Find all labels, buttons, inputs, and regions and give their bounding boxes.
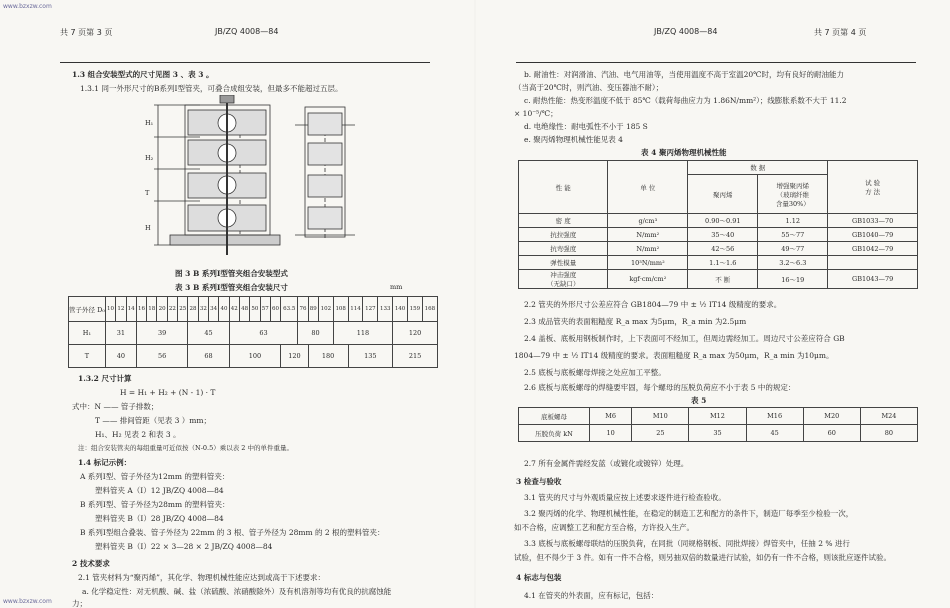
section-2-4b: 1804—79 中 ± ½ IT14 级精度的要求。表面粗糙度 R_a max 为50μm，R_a min 为10μm。 [514,351,834,360]
section-3-3b: 试验，但不得少于 3 件。如有一件不合格，则另抽双倍的数量进行试验，如仍有一件不合格，则该批应逐件试验。 [514,553,892,562]
item-c2: × 10⁻⁵/℃； [514,109,558,118]
table-3-title: 表 3 B 系列Ⅰ型管夹组合安装尺寸 [175,283,288,292]
table-row [519,270,918,289]
section-2-6: 2.6 底板与底板螺母的焊缝要牢固，每个螺母的压脱负荷应不小于表 5 中的规定： [524,383,796,392]
table-3-diameter: 42 [229,297,239,322]
item-e: e. 聚丙烯物理机械性能见表 4 [524,135,623,144]
table-cell: 压脱负荷 kN [519,425,590,442]
gf-label-3: 含量30%） [775,199,810,208]
table-cell: 16～19 [758,270,828,289]
test-label-2: 方 法 [865,188,881,196]
table-cell: 49～77 [758,242,828,256]
table-3-diameter: 20 [157,297,167,322]
table-3-diameter: 89 [308,297,318,322]
watermark: www.bzxzw.com [3,3,52,10]
table-row [69,322,438,345]
item-d: d. 电绝缘性：耐电弧性不小于 185 S [524,122,648,131]
table-cell: 3.2～6.3 [758,256,828,270]
section-1-3-1: 1.3.1 同一外形尺寸的B系列Ⅰ型管夹，可叠合成组安装，但最多不能超过五层。 [80,84,343,93]
table-cell: 60 [803,425,860,442]
table-row [519,256,918,270]
table-3-diameter: 76 [298,297,308,322]
section-3-2a: 3.2 聚丙烯的化学、物理机械性能，在稳定的制造工艺和配方的条件下，制造厂每季至少检验一次， [524,509,854,518]
table-cell [519,270,608,289]
table-row [519,408,918,425]
table-cell: 抗拉强度 [519,228,608,242]
section-1-3-2: 1.3.2 尺寸计算 [78,374,132,383]
table-3-diam-label: 管子外径 D₀ [69,297,106,322]
table-cell: GB1040—79 [828,228,918,242]
section-2: 2 技术要求 [72,559,110,568]
header-rule [516,62,916,63]
table-3-diameter: 50 [250,297,260,322]
table-5-title: 表 5 [691,396,707,405]
table-cell: 180 [308,345,348,368]
section-1-3: 1.3 组合安装型式的尺寸见图 3 、表 3 。 [72,70,214,79]
table-5 [518,407,918,442]
table-3-diameter: 63.5 [281,297,298,322]
section-2-1-a: a. 化学稳定性：对无机酸、碱、盐（浓硫酸、浓硝酸除外）及有机溶剂等均有优良的抗腐蚀能 [82,587,392,596]
table-cell [758,175,828,214]
table-3-h1-label: H₁ [69,322,106,345]
table-4-title: 表 4 聚丙烯物理机械性能 [641,148,727,157]
table-3-diameter: 40 [219,297,229,322]
figure-caption: 图 3 B 系列Ⅰ型管夹组合安装型式 [175,269,288,278]
section-2-7: 2.7 所有金属件需经发蓝（或镀化或镀锌）处理。 [524,459,689,468]
table-cell: 0.90～0.91 [688,214,758,228]
table-cell: 39 [136,322,188,345]
table-3 [68,296,438,368]
table-cell: 10 [590,425,632,442]
table-cell: GB1043—79 [828,270,918,289]
table-cell: M12 [689,408,746,425]
table-cell [828,256,918,270]
table-cell: M10 [632,408,689,425]
note: 注：组合安装管夹的每组重量可近似按（N-0.5）乘以表 2 中的单件重量。 [78,444,293,452]
label-t: T [145,189,150,197]
example-b-mark: 塑料管夹 B（Ⅰ）28 JB/ZQ 4008—84 [95,514,224,523]
table-cell: 性 能 [519,161,608,214]
where-t: T —— 排间管距（见表 3 ）mm； [95,416,212,425]
table-cell: 弹性模量 [519,256,608,270]
table-3-diameter: 48 [239,297,249,322]
example-c-mark: 塑料管夹 B（Ⅰ）22 × 3—28 × 2 JB/ZQ 4008—84 [95,542,273,551]
table-3-diameter: 127 [363,297,378,322]
table-cell: 63 [229,322,298,345]
table-3-diameter: 102 [318,297,333,322]
table-cell: 118 [333,322,392,345]
table-cell: 45 [746,425,803,442]
table-cell: M24 [860,408,917,425]
watermark: www.bzxzw.com [3,598,52,605]
section-4-1: 4.1 在管夹的外表面，应有标记，包括： [524,591,659,600]
table-row [69,345,438,368]
table-row [519,161,918,175]
label-h1: H₁ [145,119,154,127]
table-cell: 68 [188,345,229,368]
label-h: H [145,224,151,232]
table-3-unit: mm [390,283,403,291]
item-b: b. 耐油性：对润滑油、汽油、电气用油等，当使用温度不高于室温20℃时，均有良好的耐油能力 [524,70,845,79]
section-2-2: 2.2 管夹的外形尺寸公差应符合 GB1804—79 中 ± ½ IT14 级精度的要求。 [524,300,782,309]
section-2-5: 2.5 底板与底板螺母焊接之处应加工平整。 [524,368,666,377]
table-3-diameter: 25 [178,297,188,322]
table-3-diameter: 60 [270,297,280,322]
table-cell: N/mm² [608,242,688,256]
table-3-diameter: 57 [260,297,270,322]
table-cell: 215 [393,345,438,368]
table-cell: 数 据 [688,161,828,175]
table-cell: 56 [136,345,188,368]
table-3-diameter: 12 [116,297,126,322]
item-c: c. 耐热性能：热变形温度不低于 85℃（载荷每曲应力为 1.86N/mm²）；线膨胀系数不大于 11.2 [524,96,847,105]
table-cell: 31 [105,322,136,345]
table-cell: 不 断 [688,270,758,289]
table-3-diameter: 133 [378,297,393,322]
table-3-diameter: 28 [188,297,198,322]
table-3-diameter: 168 [422,297,437,322]
table-cell: 抗弯强度 [519,242,608,256]
header-rule [60,62,430,63]
table-cell: N/mm² [608,228,688,242]
table-cell: 80 [298,322,333,345]
table-cell: 45 [188,322,229,345]
table-cell: 100 [229,345,281,368]
table-row [519,242,918,256]
section-1-4: 1.4 标记示例： [78,458,132,467]
table-3-diameter: 22 [167,297,177,322]
table-3-diameter: 108 [333,297,348,322]
table-cell: GB1033—70 [828,214,918,228]
table-cell: 42～56 [688,242,758,256]
table-3-diameter: 32 [198,297,208,322]
table-3-diameter: 114 [348,297,363,322]
table-row [519,425,918,442]
item-b2: （当高于20℃时，则汽油、变压器油不耐）； [514,83,664,92]
row-item: 冲击强度 [550,271,577,279]
section-3: 3 检查与验收 [516,477,562,486]
section-3-3a: 3.3 底板与底板螺母联结的压脱负荷，在同批（同规格钢板、同批焊接）焊管夹中，任抽 2 % 进行 [524,539,850,548]
table-cell: M6 [590,408,632,425]
right-page [476,0,950,608]
row-item-2: （无缺口） [546,280,580,288]
table-cell: kgf·cm/cm² [608,270,688,289]
page-number: 共 7 页第 4 页 [814,28,867,37]
table-cell: 底板螺母 [519,408,590,425]
table-cell: 120 [281,345,308,368]
standard-number: JB/ZQ 4008—84 [215,27,279,36]
section-3-1: 3.1 管夹的尺寸与外观质量应按上述要求逐件进行检查验收。 [524,493,726,502]
table-cell: 密 度 [519,214,608,228]
table-cell: GB1042—79 [828,242,918,256]
table-cell: M20 [803,408,860,425]
table-row [69,297,438,322]
table-4 [518,160,918,289]
table-cell: M16 [746,408,803,425]
table-cell [828,161,918,214]
table-3-diameter: 34 [209,297,219,322]
formula: H = H₁ + H₂ + (N - 1) · T [120,388,216,397]
section-3-2b: 如不合格，应调整工艺和配方至合格，方许投入生产。 [514,523,694,532]
test-label: 试 验 [865,179,881,187]
section-2-4a: 2.4 盖板、底板用钢板制作时，上下表面可不经加工，但周边需经加工。周边尺寸公差应符合 GB [524,334,845,343]
table-cell: 80 [860,425,917,442]
table-cell: 55～77 [758,228,828,242]
label-h2: H₂ [145,154,154,162]
table-3-diameter: 159 [407,297,422,322]
gf-label-2: （玻璃纤维 [776,190,810,199]
table-cell: 10³N/mm² [608,256,688,270]
table-3-diameter: 10 [105,297,115,322]
table-cell: 1.1～1.6 [688,256,758,270]
example-a: A 系列Ⅰ型、管子外径为12mm 的塑料管夹： [80,472,230,481]
table-cell: 40 [105,345,136,368]
table-row [519,228,918,242]
table-cell: 1.12 [758,214,828,228]
section-4: 4 标志与包装 [516,573,562,582]
example-c: B 系列Ⅰ型组合叠装、管子外径为 22mm 的 3 根、管子外径为 28mm 的 2 根的塑料管夹： [80,528,385,537]
page-number: 共 7 页第 3 页 [60,28,113,37]
table-3-t-label: T [69,345,106,368]
example-b: B 系列Ⅰ型、管子外径为28mm 的塑料管夹： [80,500,230,509]
where-n: 式中：N —— 管子排数； [72,402,159,411]
table-cell: 25 [632,425,689,442]
left-page [0,0,474,608]
table-cell: 聚丙烯 [688,175,758,214]
table-cell: 135 [348,345,393,368]
table-3-diameter: 14 [126,297,136,322]
where-h: H₁、H₂ 见表 2 和表 3 。 [95,430,181,439]
table-3-diameter: 18 [147,297,157,322]
section-2-3: 2.3 成品管夹的表面粗糙度 R_a max 为5μm，R_a min 为2.5μm [524,317,747,326]
table-cell: 35 [689,425,746,442]
section-2-1-a2: 力； [72,599,87,608]
table-row [519,214,918,228]
table-cell: 120 [393,322,438,345]
table-3-diameter: 16 [136,297,146,322]
section-2-1: 2.1 管夹材料为“聚丙烯”，其化学、物理机械性能应达到或高于下述要求： [78,573,325,582]
gf-label: 增强聚丙烯 [776,181,810,190]
table-cell: g/cm³ [608,214,688,228]
table-3-diameter: 140 [393,297,408,322]
standard-number: JB/ZQ 4008—84 [654,27,718,36]
table-cell: 35～40 [688,228,758,242]
example-a-mark: 塑料管夹 A（Ⅰ）12 JB/ZQ 4008—84 [95,486,224,495]
table-cell: 单 位 [608,161,688,214]
assembly-figure [140,95,420,265]
